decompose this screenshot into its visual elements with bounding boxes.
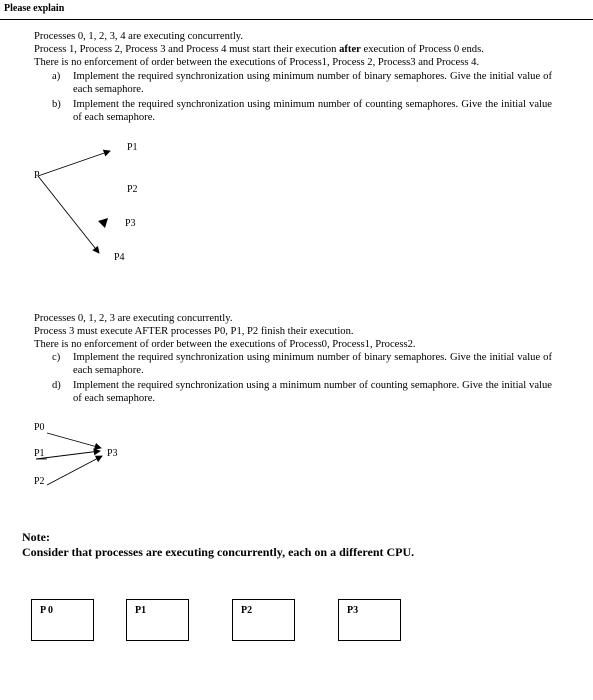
question-c [52,351,552,377]
question-c-letter: c) [52,352,61,363]
note-heading: Note: [22,530,50,544]
question-d-text: Implement the required synchronization using a minimum number of counting semaphore. Give the initial value of each semaphore. [73,380,552,405]
section2-line-3: There is no enforcement of order between the executions of Process0, Process1, Process2. [34,339,416,351]
cpu-box-p0: P 0 [31,599,94,641]
edge-p2-p3 [47,456,102,485]
question-d-letter: d) [52,380,61,391]
diagram2-label-p0: P0 [34,422,45,433]
cpu-box-p3: P3 [338,599,401,641]
diagram1-label-p: P [34,170,40,181]
question-b-text: Implement the required synchronization using minimum number of counting semaphores. Give the initial value of each semaphore. [73,99,552,124]
section1-line-3: There is no enforcement of order between the executions of Process1, Process 2, Process3 and Process 4. [34,57,480,69]
header-title: Please explain [4,3,65,14]
section2-intro [34,312,554,352]
diagram1-label-p1: P1 [127,142,138,153]
question-b-letter: b) [52,99,61,110]
diagram1-label-p4: P4 [114,252,125,263]
question-a-letter: a) [52,71,61,82]
diagram1-label-p2: P2 [127,184,138,195]
question-c-text: Implement the required synchronization using minimum number of binary semaphores. Give the initial value of each semaphore. [73,352,552,377]
cpu-box-p1: P1 [126,599,189,641]
diagram2-label-p1: P1 [34,448,45,459]
arrowhead-p3 [98,218,108,228]
diagram2-label-p3: P3 [107,448,118,459]
question-d [52,379,552,405]
edge-p0-p3 [47,433,101,448]
section2-line-2: Process 3 must execute AFTER processes P0, P1, P2 finish their execution. [34,326,354,338]
question-a-text: Implement the required synchronization using minimum number of binary semaphores. Give the initial value of each semaphore. [73,71,552,96]
after-emphasis: after [339,44,361,56]
edge-p1-p3 [36,451,100,459]
edge-p-p4 [38,176,99,253]
note-text: Consider that processes are executing concurrently, each on a different CPU. [22,545,415,559]
diagram2-label-p2: P2 [34,476,45,487]
cpu-box-p2: P2 [232,599,295,641]
section1-line-2: Process 1, Process 2, Process 3 and Process 4 must start their execution after execution of Process 0 ends. [34,44,484,56]
edge-p-p1 [38,151,110,176]
section1-line-1: Processes 0, 1, 2, 3, 4 are executing concurrently. [34,31,244,42]
diagram1-label-p3: P3 [125,218,136,229]
section2-line-1: Processes 0, 1, 2, 3 are executing concurrently. [34,313,233,324]
